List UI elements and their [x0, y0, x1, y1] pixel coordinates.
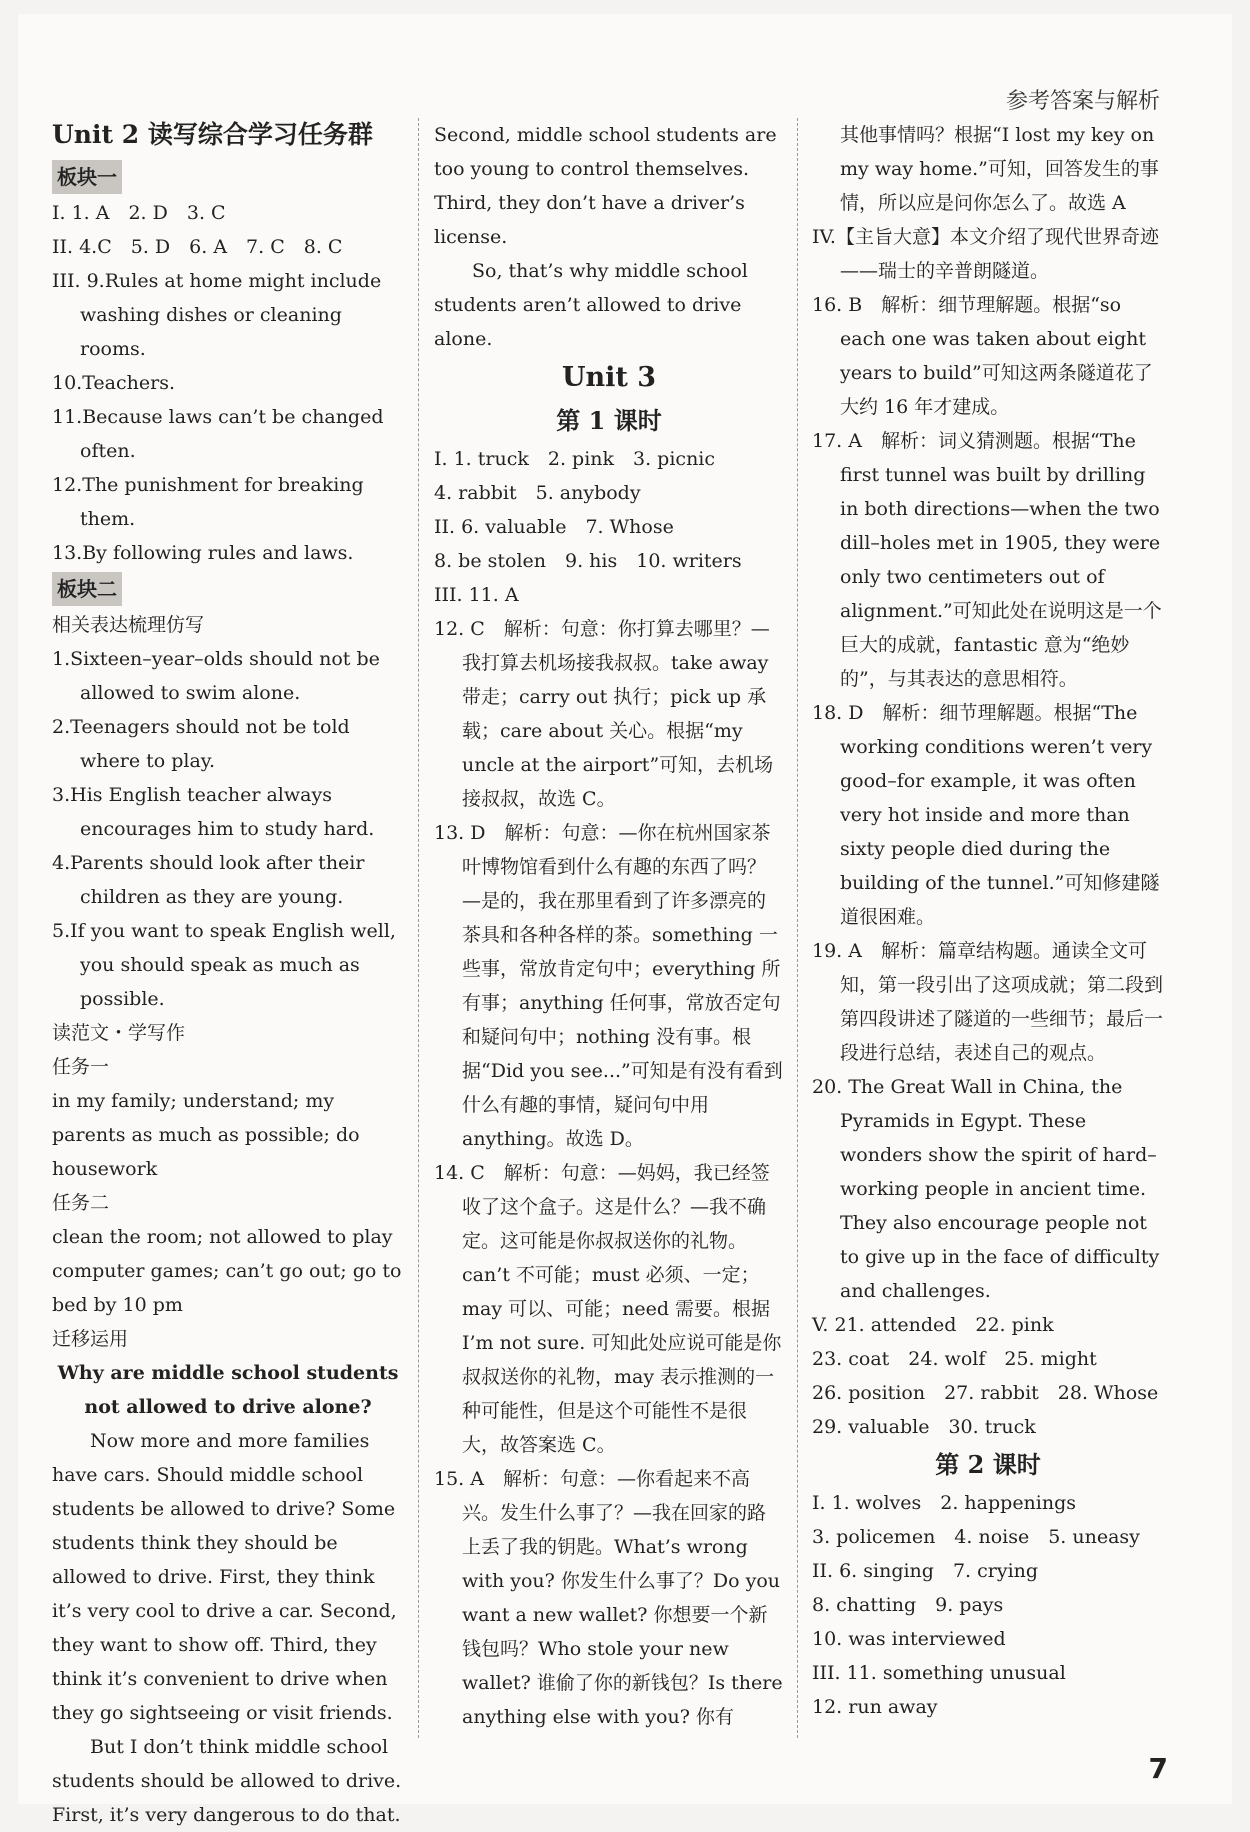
answer-explanation: 12. C 解析：句意：你打算去哪里？—我打算去机场接我叔叔。take away 带走；carry out 执行；pick up 承载；care about 关心。根据“my uncle at the airport”可知，去机场接叔叔，故选 C。 [434, 618, 774, 810]
answer-line: 12. run away [812, 1696, 938, 1718]
task-heading: 任务二 [52, 1192, 110, 1214]
essay-paragraph: So, that’s why middle school students aren’t allowed to drive alone. [434, 260, 748, 350]
section-heading: 读范文・学写作 [52, 1022, 186, 1044]
answer-line: 23. coat 24. wolf 25. might [812, 1348, 1097, 1370]
answer-line: III. 9.Rules at home might include washing dishes or cleaning rooms. [52, 270, 382, 360]
answer-line: I. 1. wolves 2. happenings [812, 1492, 1077, 1514]
section-heading: 相关表达梳理仿写 [52, 614, 205, 636]
column-1 [52, 118, 404, 1832]
page-header: 参考答案与解析 [1005, 89, 1160, 114]
block-label: 板块二 [52, 572, 122, 606]
section-heading: 迁移运用 [52, 1328, 129, 1350]
essay-paragraph: But I don’t think middle school students should be allowed to drive. First, it’s very dangerous to do that. [52, 1736, 402, 1826]
unit-title: Unit 2 读写综合学习任务群 [52, 120, 373, 149]
answer-line: 4.Parents should look after their children as they are young. [52, 852, 365, 908]
answer-explanation: 其他事情吗？根据“I lost my key on my way home.”可知，回答发生的事情，所以应是问你怎么了。故选 A [840, 124, 1159, 214]
task-heading: 任务一 [52, 1056, 110, 1078]
answer-line: 11.Because laws can’t be changed often. [52, 406, 384, 462]
task-text: in my family; understand; my parents as much as possible; do housework [52, 1090, 360, 1180]
answer-line: 13.By following rules and laws. [52, 542, 354, 564]
page-number: 7 [1148, 1752, 1168, 1785]
answer-explanation: 19. A 解析：篇章结构题。通读全文可知，第一段引出了这项成就；第二段到第四段讲述了隧道的一些细节；最后一段进行总结，表述自己的观点。 [812, 940, 1164, 1064]
column-divider [418, 118, 419, 1738]
answer-line: 29. valuable 30. truck [812, 1416, 1036, 1438]
answer-line: 2.Teenagers should not be told where to play. [52, 716, 350, 772]
answer-line: 10. was interviewed [812, 1628, 1006, 1650]
answer-line: V. 21. attended 22. pink [812, 1314, 1054, 1336]
answer-line: III. 11. something unusual [812, 1662, 1066, 1684]
answer-line: 3. policemen 4. noise 5. uneasy [812, 1526, 1140, 1548]
answer-explanation: 16. B 解析：细节理解题。根据“so each one was taken about eight years to build”可知这两条隧道花了大约 16 年才建成。 [812, 294, 1153, 418]
answer-line: 4. rabbit 5. anybody [434, 482, 641, 504]
block-label: 板块一 [52, 160, 122, 194]
answer-explanation: 18. D 解析：细节理解题。根据“The working conditions weren’t very good–for example, it was often very hot inside and more than sixty people died during the building of the tunnel.”可知修建隧道很困难。 [812, 702, 1160, 928]
answer-line: II. 6. singing 7. crying [812, 1560, 1039, 1582]
answer-line: 8. chatting 9. pays [812, 1594, 1004, 1616]
essay-continued: Second, middle school students are too young to control themselves. Third, they don’t have a driver’s license. [434, 124, 777, 248]
answer-line: 1.Sixteen–year–olds should not be allowed to swim alone. [52, 648, 380, 704]
column-divider [797, 118, 798, 1738]
answer-explanation: 14. C 解析：句意：—妈妈，我已经签收了这个盒子。这是什么？—我不确定。这可能是你叔叔送你的礼物。can’t 不可能；must 必须、一定；may 可以、可能；need 需要。根据 I’m not sure. 可知此处应说可能是你叔叔送你的礼物，may 表示推测的一种可能性，但是这个可能性不是很大，故答案选 C。 [434, 1162, 782, 1456]
answer-line: 8. be stolen 9. his 10. writers [434, 550, 742, 572]
answer-explanation: 13. D 解析：句意：—你在杭州国家茶叶博物馆看到什么有趣的东西了吗？—是的，我在那里看到了许多漂亮的茶具和各种各样的茶。something 一些事，常放肯定句中；everything 所有事；anything 任何事，常放否定句和疑问句中；nothing 没有事。根据“Did you see...”可知是有没有看到什么有趣的事情，疑问句中用 anything。故选 D。 [434, 822, 783, 1150]
answer-line: 26. position 27. rabbit 28. Whose [812, 1382, 1159, 1404]
answer-explanation: 17. A 解析：词义猜测题。根据“The first tunnel was built by drilling in both directions—when the two dill–holes met in 1905, they were only two centimeters out of alignment.”可知此处在说明这是一个巨大的成就，fantastic 意为“绝妙的”，与其表达的意思相符。 [812, 430, 1162, 690]
task-text: clean the room; not allowed to play computer games; can’t go out; go to bed by 10 pm [52, 1226, 402, 1316]
answer-line: I. 1. A 2. D 3. C [52, 202, 226, 224]
answer-explanation: 15. A 解析：句意：—你看起来不高兴。发生什么事了？—我在回家的路上丢了我的钥匙。What’s wrong with you? 你发生什么事了？Do you want a new wallet? 你想要一个新钱包吗？Who stole your new wallet? 谁偷了你的新钱包？Is there anything else with you? 你有 [434, 1468, 783, 1728]
lesson-title: 第 2 课时 [935, 1450, 1041, 1479]
answer-line: I. 1. truck 2. pink 3. picnic [434, 448, 716, 470]
answer-line: 12.The punishment for breaking them. [52, 474, 364, 530]
column-2 [434, 118, 784, 1734]
lesson-title: 第 1 课时 [556, 406, 662, 435]
essay-paragraph: Now more and more families have cars. Should middle school students be allowed to drive? Some students think they should be allowed to drive. First, they think it’s very cool to drive a car. Second, they want to show off. Third, they think it’s convenient to drive when they go sightseeing or visit friends. [52, 1430, 397, 1724]
column-3 [812, 118, 1164, 1724]
answer-line: II. 4.C 5. D 6. A 7. C 8. C [52, 236, 343, 258]
answer-line: III. 11. A [434, 584, 519, 606]
answer-explanation: 20. The Great Wall in China, the Pyramids in Egypt. These wonders show the spirit of hard–working people in ancient time. They also encourage people not to give up in the face of difficulty and challenges. [812, 1076, 1160, 1302]
answer-line: II. 6. valuable 7. Whose [434, 516, 674, 538]
essay-title: Why are middle school students not allowed to drive alone? [57, 1362, 399, 1418]
answer-explanation: IV.【主旨大意】本文介绍了现代世界奇迹——瑞士的辛普朗隧道。 [812, 226, 1159, 282]
answer-line: 5.If you want to speak English well, you should speak as much as possible. [52, 920, 396, 1010]
unit-title: Unit 3 [561, 362, 657, 393]
answer-line: 3.His English teacher always encourages him to study hard. [52, 784, 375, 840]
answer-line: 10.Teachers. [52, 372, 175, 394]
